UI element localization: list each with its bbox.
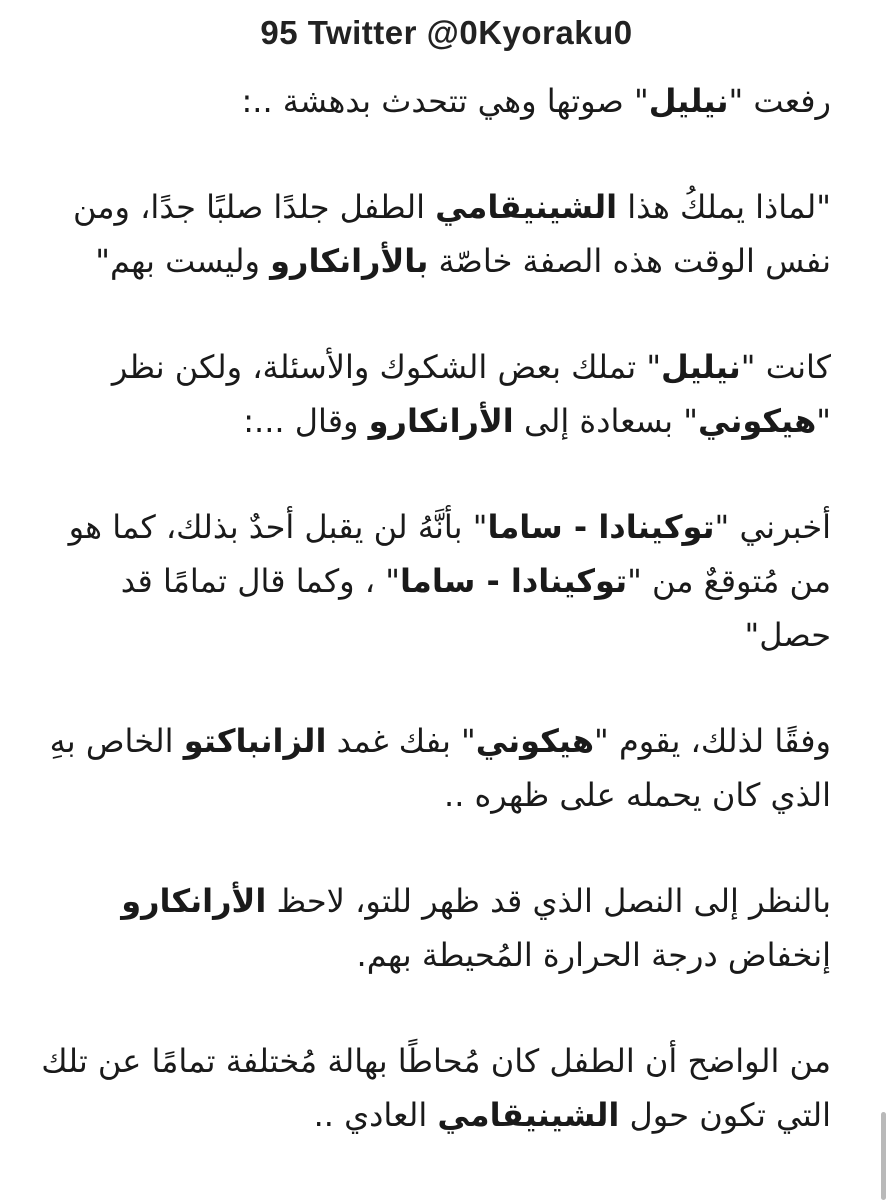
- emphasized-name: نيليل: [661, 348, 741, 386]
- emphasized-name: توكينادا - ساما: [487, 508, 715, 546]
- scrollbar-thumb[interactable]: [881, 1112, 886, 1200]
- text-run: وليست بهم": [95, 242, 271, 280]
- text-run: بالنظر إلى النصل الذي قد ظهر للتو، لاحظ: [266, 882, 831, 920]
- text-run: " ، وكما قال تمامًا قد حصل": [120, 562, 831, 654]
- source-label: Twitter: [307, 14, 417, 51]
- text-run: " صوتها وهي تتحدث بدهشة ..:: [241, 82, 649, 120]
- paragraph: [31, 714, 831, 822]
- text-run: رفعت ": [728, 82, 831, 120]
- text-run: الخاص بهِ الذي كان يحمله على ظهره ..: [49, 722, 831, 814]
- text-run: وفقًا لذلك، يقوم ": [594, 722, 831, 760]
- paragraph: [31, 340, 831, 448]
- text-run: كانت ": [740, 348, 831, 386]
- paragraph: [31, 180, 831, 288]
- text-run: " بسعادة إلى: [513, 402, 698, 440]
- text-run: إنخفاض درجة الحرارة المُحيطة بهم.: [356, 936, 831, 974]
- paragraph: [31, 500, 831, 662]
- paragraph: [31, 874, 831, 982]
- emphasized-name: بالأرانكارو: [270, 242, 429, 280]
- text-run: " بأنَّهُ لن يقبل أحدٌ بذلك، كما هو من مُتوقعٌ من ": [68, 508, 831, 600]
- emphasized-name: الزانباكتو: [183, 722, 327, 760]
- emphasized-name: الأرانكارو: [121, 882, 267, 920]
- emphasized-name: الشينيقامي: [435, 188, 618, 226]
- paragraph: [31, 74, 831, 128]
- text-run: الطفل جلدًا صلبًا جدًا، ومن نفس الوقت هذه الصفة خاصّة: [72, 188, 831, 280]
- text-run: أخبرني ": [714, 508, 831, 546]
- text-run: وقال ...:: [243, 402, 369, 440]
- emphasized-name: توكينادا - ساما: [400, 562, 628, 600]
- author-handle: @0Kyoraku0: [426, 14, 633, 51]
- emphasized-name: الشينيقامي: [437, 1096, 620, 1134]
- page-number: 95: [260, 14, 299, 51]
- text-run: "لماذا يملكُ هذا: [617, 188, 831, 226]
- emphasized-name: هيكوني: [475, 722, 595, 760]
- emphasized-name: هيكوني: [697, 402, 817, 440]
- emphasized-name: نيليل: [648, 82, 729, 120]
- page-header: [0, 14, 893, 52]
- emphasized-name: الأرانكارو: [368, 402, 514, 440]
- text-run: العادي ..: [313, 1096, 438, 1134]
- text-run: من الواضح أن الطفل كان مُحاطًا بهالة مُختلفة تمامًا عن تلك التي تكون حول: [41, 1042, 831, 1134]
- paragraph: [31, 1034, 831, 1142]
- text-run: " بفك غمد: [326, 722, 476, 760]
- text-run: " تملك بعض الشكوك والأسئلة، ولكن نظر ": [111, 348, 831, 440]
- document-body: [31, 74, 831, 1194]
